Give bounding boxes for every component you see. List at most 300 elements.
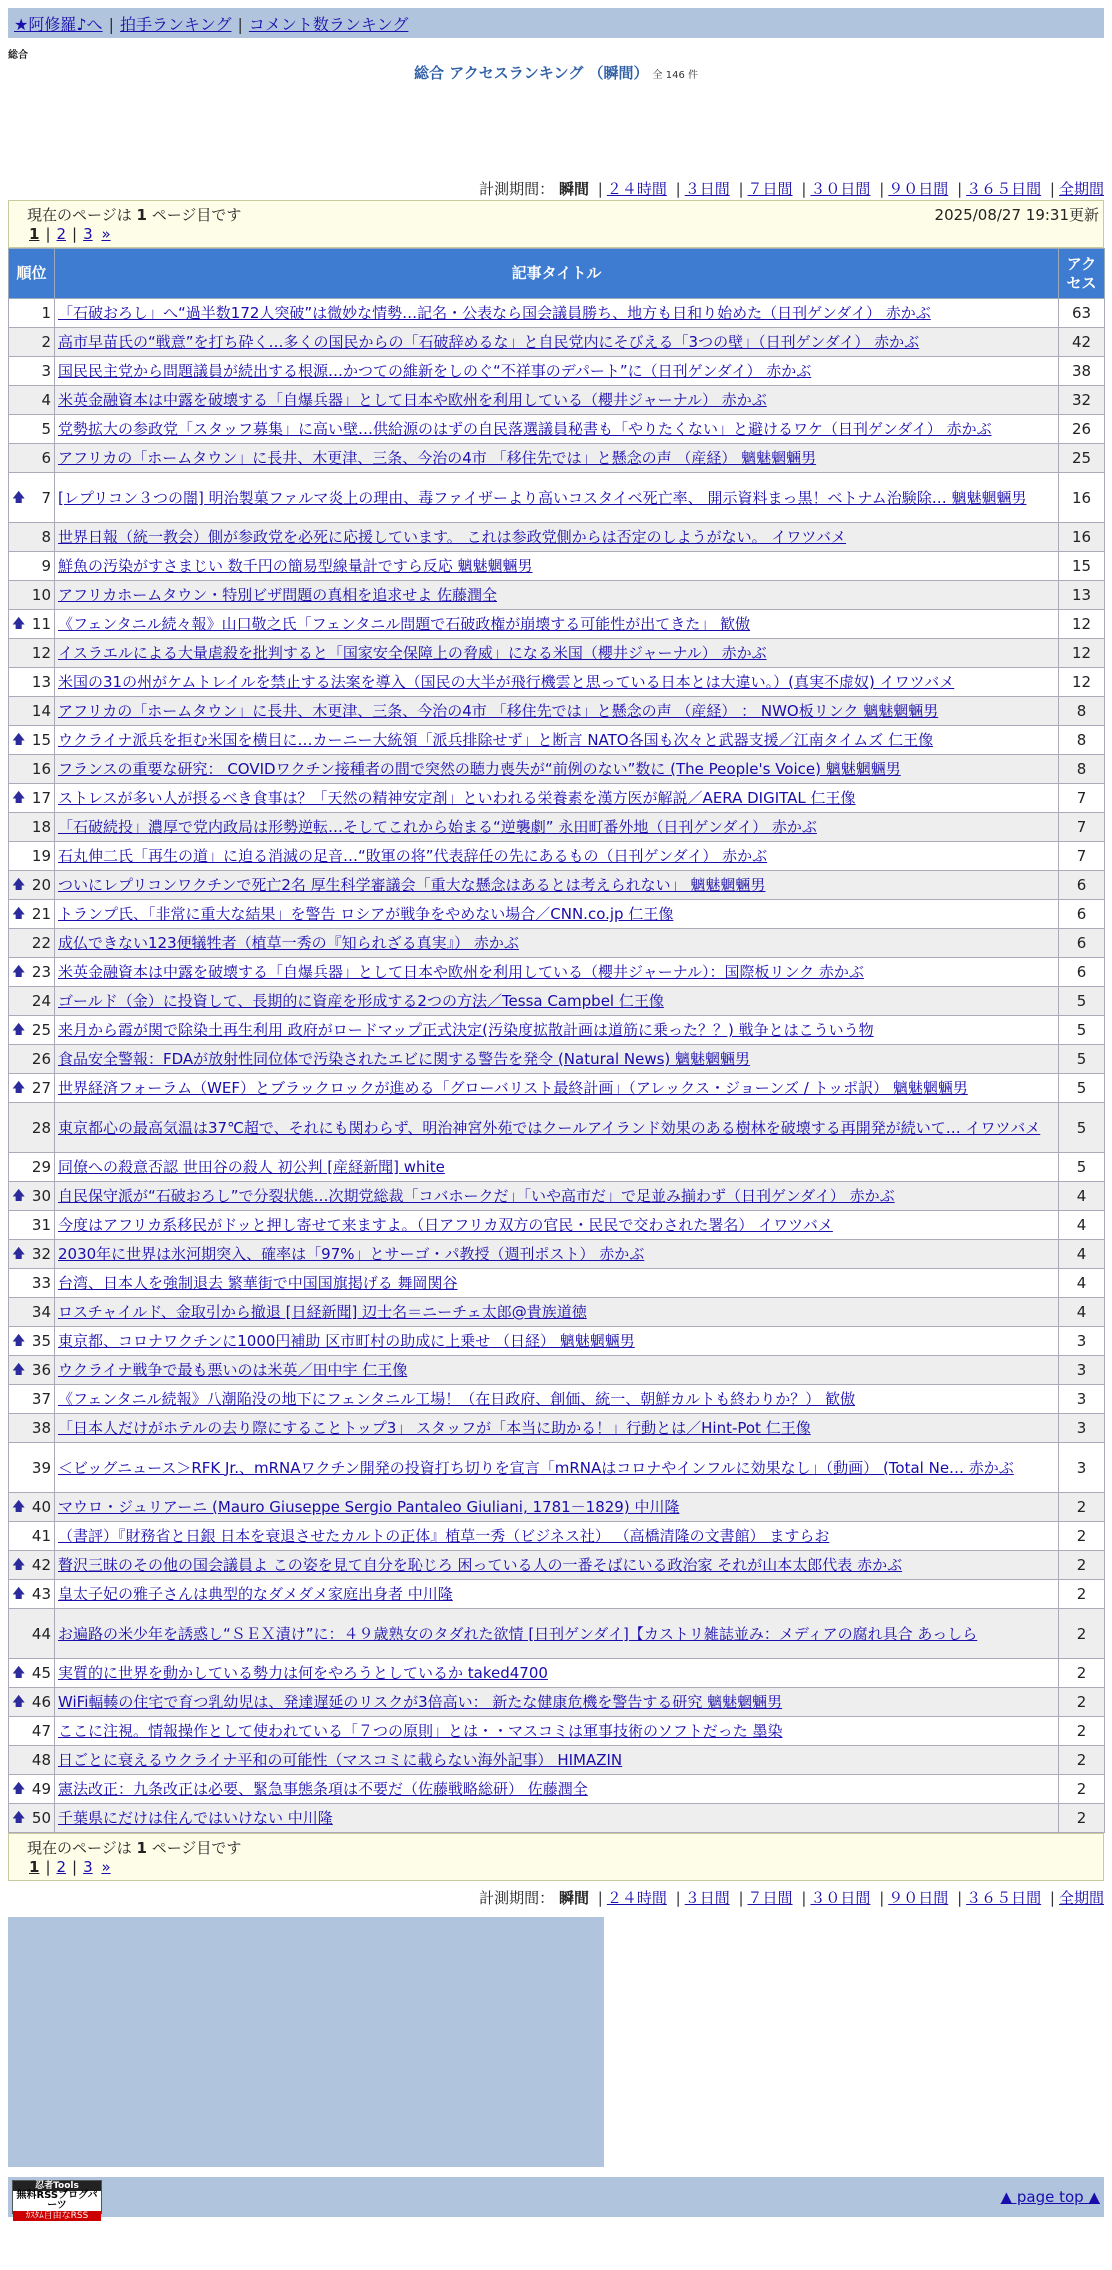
- article-link[interactable]: 鮮魚の汚染がすさまじい 数千円の簡易型線量計ですら反応 魑魅魍魎男: [58, 557, 533, 575]
- table-row: [9, 444, 1105, 473]
- rank-number: 7: [41, 488, 51, 507]
- access-count: 12: [1059, 610, 1105, 639]
- article-link[interactable]: ストレスが多い人が摂るべき食事は？「天然の精神安定剤」といわれる栄養素を漢方医が解説／AERA DIGITAL 仁王像: [58, 789, 856, 807]
- article-link[interactable]: アフリカの「ホームタウン」に長井、木更津、三条、今治の4市 「移住先では」と懸念の声 （産経） 魑魅魍魎男: [58, 449, 817, 467]
- rank-number: 4: [41, 391, 51, 409]
- table-row: [9, 639, 1105, 668]
- article-link[interactable]: 2030年に世界は氷河期突入、確率は「97%」とサーゴ・パ教授（週刊ポスト） 赤かぶ: [58, 1245, 645, 1263]
- rank-number: 30: [31, 1187, 51, 1205]
- rank-cell: [9, 1443, 55, 1493]
- title-cell: [55, 755, 1059, 784]
- access-count: 6: [1059, 871, 1105, 900]
- up-arrow-icon: 🡅: [12, 1781, 26, 1797]
- rank-cell: [9, 299, 55, 328]
- title-cell: [55, 415, 1059, 444]
- rank-cell: [9, 1551, 55, 1580]
- rank-number: 1: [41, 304, 51, 322]
- table-row: [9, 726, 1105, 755]
- article-link[interactable]: 「日本人だけがホテルの去り際にすることトップ3」 スタッフが「本当に助かる！」行動とは／Hint-Pot 仁王像: [58, 1419, 811, 1437]
- article-link[interactable]: ここに注視。情報操作として使われている「７つの原則」とは・・マスコミは軍事技術のソフトだった 墨染: [58, 1722, 783, 1740]
- article-link[interactable]: 国民民主党から問題議員が続出する根源…かつての維新をしのぐ“不祥事のデパート”に（日刊ゲンダイ） 赤かぶ: [58, 362, 812, 380]
- rank-cell: [9, 929, 55, 958]
- title-cell: [55, 842, 1059, 871]
- title-cell: [55, 1211, 1059, 1240]
- category-label: 総合: [8, 50, 28, 61]
- access-count: 6: [1059, 958, 1105, 987]
- access-count: 3: [1059, 1356, 1105, 1385]
- rank-number: 24: [31, 992, 51, 1010]
- article-link[interactable]: 世界日報（統一教会）側が参政党を必死に応援しています。 これは参政党側からは否定のしようがない。 イワツバメ: [58, 528, 847, 546]
- rank-cell: [9, 1240, 55, 1269]
- title-cell: [55, 610, 1059, 639]
- table-row: [9, 1153, 1105, 1182]
- rank-cell: [9, 842, 55, 871]
- rank-number: 48: [31, 1751, 51, 1769]
- title-cell: [55, 1356, 1059, 1385]
- pager-next[interactable]: »: [101, 225, 111, 243]
- table-row: [9, 1746, 1105, 1775]
- title-cell: [55, 386, 1059, 415]
- article-link[interactable]: ウクライナ戦争で最も悪いのは米英／田中宇 仁王像: [58, 1361, 408, 1379]
- up-arrow-icon: 🡅: [12, 1557, 26, 1573]
- article-link[interactable]: 実質的に世界を動かしている勢力は何をやろうとしているか taked4700: [58, 1664, 548, 1682]
- ranking-table: [8, 248, 1105, 1833]
- table-row: [9, 1688, 1105, 1717]
- period-link-3d-bottom[interactable]: ３日間: [684, 1889, 730, 1907]
- updated-timestamp: 2025/08/27 19:31更新: [934, 206, 1099, 224]
- rank-cell: [9, 813, 55, 842]
- title-cell: [55, 1443, 1059, 1493]
- table-row: [9, 755, 1105, 784]
- period-link-365d[interactable]: ３６５日間: [966, 180, 1042, 198]
- rank-number: 39: [31, 1458, 51, 1477]
- up-arrow-icon: 🡅: [12, 1810, 26, 1826]
- article-link[interactable]: WiFi輻輳の住宅で育つ乳幼児は、発達遅延のリスクが3倍高い： 新たな健康危機を警告する研究 魑魅魍魎男: [58, 1693, 783, 1711]
- rank-number: 27: [31, 1079, 51, 1097]
- table-row: [9, 987, 1105, 1016]
- rank-cell: [9, 1103, 55, 1153]
- title-cell: [55, 1182, 1059, 1211]
- period-link-365d-bottom[interactable]: ３６５日間: [966, 1889, 1042, 1907]
- rank-cell: [9, 987, 55, 1016]
- article-link[interactable]: [レプリコン３つの闇] 明治製菓ファルマ炎上の理由、毒ファイザーより高いコスタイベ死亡率、 開示資料まっ黒！ベトナム治験除… 魑魅魍魎男: [58, 488, 1027, 507]
- rank-cell: [9, 1688, 55, 1717]
- table-row: [9, 610, 1105, 639]
- rank-number: 2: [41, 333, 51, 351]
- article-link[interactable]: 日ごとに衰えるウクライナ平和の可能性（マスコミに載らない海外記事） HIMAZIN: [58, 1751, 623, 1769]
- access-count: 5: [1059, 1153, 1105, 1182]
- rank-cell: [9, 1414, 55, 1443]
- rank-cell: [9, 386, 55, 415]
- period-link-90d[interactable]: ９０日間: [888, 180, 949, 198]
- table-row: [9, 1074, 1105, 1103]
- pager-page-1-bottom[interactable]: 1: [29, 1858, 40, 1876]
- pager-page-2[interactable]: 2: [56, 225, 67, 243]
- rank-number: 6: [41, 449, 51, 467]
- title-cell: [55, 1717, 1059, 1746]
- title-cell: [55, 726, 1059, 755]
- rank-cell: [9, 958, 55, 987]
- article-link[interactable]: 同僚への殺意否認 世田谷の殺人 初公判 [産経新聞] white: [58, 1158, 445, 1176]
- up-arrow-icon: 🡅: [12, 1022, 26, 1038]
- up-arrow-icon: 🡅: [12, 1586, 26, 1602]
- rank-cell: [9, 415, 55, 444]
- rank-cell: [9, 523, 55, 552]
- table-row: [9, 1356, 1105, 1385]
- page-info-text: 現在のページは 1 ページ目です: [27, 206, 242, 224]
- column-header-title: 記事タイトル: [55, 249, 1059, 299]
- article-link[interactable]: 憲法改正：九条改正は必要、緊急事態条項は不要だ（佐藤戦略総研） 佐藤潤全: [58, 1780, 588, 1798]
- title-cell: [55, 1327, 1059, 1356]
- article-link[interactable]: 自民保守派が“石破おろし”で分裂状態…次期党総裁「コバホークだ」「いや高市だ」で足並み揃わず（日刊ゲンダイ） 赤かぶ: [58, 1187, 895, 1205]
- article-link[interactable]: ＜ビッグニュース＞RFK Jr.、mRNAワクチン開発の投資打ち切りを宣言「mRNAはコロナやインフルに効果なし」（動画） (Total Ne… 赤かぶ: [58, 1458, 1014, 1477]
- period-link-7d-bottom[interactable]: ７日間: [747, 1889, 793, 1907]
- access-count: 7: [1059, 784, 1105, 813]
- rank-cell: [9, 1356, 55, 1385]
- article-link[interactable]: イスラエルによる大量虐殺を批判すると「国家安全保障上の脅威」になる米国（櫻井ジャーナル） 赤かぶ: [58, 644, 767, 662]
- title-cell: [55, 929, 1059, 958]
- article-link[interactable]: 東京都心の最高気温は37℃超で、それにも関わらず、明治神宮外苑ではクールアイランド効果のある樹林を破壊する再開発が続いて… イワツバメ: [58, 1118, 1041, 1137]
- rank-cell: [9, 1385, 55, 1414]
- rank-cell: [9, 1153, 55, 1182]
- ad-banner: [8, 1917, 604, 2167]
- rank-number: 44: [31, 1624, 51, 1643]
- article-link[interactable]: マウロ・ジュリアーニ (Mauro Giuseppe Sergio Pantaleo Giuliani, 1781－1829) 中川隆: [58, 1498, 680, 1516]
- nav-link-applause-ranking[interactable]: 拍手ランキング: [119, 15, 232, 34]
- rank-cell: [9, 755, 55, 784]
- table-row: [9, 581, 1105, 610]
- access-count: 16: [1059, 473, 1105, 523]
- rank-number: 46: [31, 1693, 51, 1711]
- access-count: 15: [1059, 552, 1105, 581]
- table-row: [9, 1580, 1105, 1609]
- up-arrow-icon: 🡅: [12, 877, 26, 893]
- rank-cell: [9, 1609, 55, 1659]
- title-cell: [55, 813, 1059, 842]
- table-row: [9, 357, 1105, 386]
- title-cell: [55, 1551, 1059, 1580]
- up-arrow-icon: 🡅: [12, 490, 26, 505]
- period-link-24h-bottom[interactable]: ２４時間: [606, 1889, 667, 1907]
- article-link[interactable]: ゴールド（金）に投資して、長期的に資産を形成する2つの方法／Tessa Campbel 仁王像: [58, 992, 664, 1010]
- rank-number: 26: [31, 1050, 51, 1068]
- rank-cell: [9, 1493, 55, 1522]
- rank-number: 19: [31, 847, 51, 865]
- rank-cell: [9, 1717, 55, 1746]
- access-count: 12: [1059, 668, 1105, 697]
- access-count: 2: [1059, 1580, 1105, 1609]
- rank-number: 10: [31, 586, 51, 604]
- page-info-bottom: [8, 1833, 1104, 1881]
- access-count: 13: [1059, 581, 1105, 610]
- table-row: [9, 1327, 1105, 1356]
- page-info-top: [8, 200, 1104, 248]
- rank-cell: [9, 1746, 55, 1775]
- access-count: 7: [1059, 842, 1105, 871]
- article-link[interactable]: 東京都、コロナワクチンに1000円補助 区市町村の助成に上乗せ （日経） 魑魅魍魎男: [58, 1332, 635, 1350]
- access-count: 7: [1059, 813, 1105, 842]
- access-count: 5: [1059, 1045, 1105, 1074]
- up-arrow-icon: 🡅: [12, 1362, 26, 1378]
- article-link[interactable]: ついにレプリコンワクチンで死亡2名 厚生科学審議会「重大な懸念はあるとは考えられない」 魑魅魍魎男: [58, 876, 766, 894]
- rank-number: 3: [41, 362, 51, 380]
- table-row: [9, 415, 1105, 444]
- up-arrow-icon: 🡅: [12, 1080, 26, 1096]
- access-count: 5: [1059, 987, 1105, 1016]
- rank-number: 32: [31, 1245, 51, 1263]
- rank-cell: [9, 328, 55, 357]
- access-count: 2: [1059, 1551, 1105, 1580]
- article-link[interactable]: 来月から霞が関で除染土再生利用 政府がロードマップ正式決定(汚染度拡散計画は道筋に乗った？？) 戦争とはこういう物: [58, 1021, 874, 1039]
- article-link[interactable]: ロスチャイルド、金取引から撤退 [日経新聞] 辺士名＝ニーチェ太郎@貴族道徳: [58, 1303, 587, 1321]
- article-link[interactable]: ウクライナ派兵を拒む米国を横目に…カーニー大統領「派兵排除せず」と断言 NATO各国も次々と武器支援／江南タイムズ 仁王像: [58, 731, 934, 749]
- period-link-7d[interactable]: ７日間: [747, 180, 793, 198]
- rank-cell: [9, 581, 55, 610]
- title-cell: [55, 784, 1059, 813]
- period-link-all[interactable]: 全期間: [1058, 180, 1104, 198]
- article-link[interactable]: 皇太子妃の雅子さんは典型的なダメダメ家庭出身者 中川隆: [58, 1585, 453, 1603]
- rank-number: 12: [31, 644, 51, 662]
- rank-number: 16: [31, 760, 51, 778]
- access-count: 2: [1059, 1717, 1105, 1746]
- table-row: [9, 1414, 1105, 1443]
- title-cell: [55, 1298, 1059, 1327]
- rank-number: 34: [31, 1303, 51, 1321]
- article-link[interactable]: 台湾、日本人を強制退去 繁華街で中国国旗掲げる 舞岡関谷: [58, 1274, 458, 1292]
- article-link[interactable]: 米英金融資本は中露を破壊する「自爆兵器」として日本や欧州を利用している（櫻井ジャーナル）：国際板リンク 赤かぶ: [58, 963, 864, 981]
- period-link-30d[interactable]: ３０日間: [810, 180, 871, 198]
- rank-number: 37: [31, 1390, 51, 1408]
- rank-cell: [9, 1269, 55, 1298]
- article-link[interactable]: お遍路の米少年を誘惑し“ＳＥＸ漬け”に：４９歳熟女のタダれた欲情 [日刊ゲンダイ]【カストリ雑誌並み：メディアの腐れ具合 あっしら: [58, 1624, 978, 1643]
- rank-number: 9: [41, 557, 51, 575]
- access-count: 6: [1059, 900, 1105, 929]
- title-cell: [55, 1269, 1059, 1298]
- table-header-row: [9, 249, 1105, 299]
- up-arrow-icon: 🡅: [12, 964, 26, 980]
- page-wrapper: [8, 8, 1104, 2221]
- rank-cell: [9, 1182, 55, 1211]
- title-cell: [55, 871, 1059, 900]
- rank-number: 15: [31, 731, 51, 749]
- title-cell: [55, 1153, 1059, 1182]
- rank-number: 43: [31, 1585, 51, 1603]
- title-cell: [55, 1609, 1059, 1659]
- table-row: [9, 784, 1105, 813]
- rss-parts-logo[interactable]: 忍者Tools 無料RSSブログパーツ ｶｽﾀﾑ自由なRSS: [12, 2180, 102, 2214]
- rank-cell: [9, 1804, 55, 1833]
- article-link[interactable]: 贅沢三昧のその他の国会議員よ この姿を見て自分を恥じろ 困っている人の一番そばにいる政治家 それが山本太郎代表 赤かぶ: [58, 1556, 903, 1574]
- rank-cell: [9, 900, 55, 929]
- rank-number: 8: [41, 528, 51, 546]
- article-link[interactable]: 食品安全警報：FDAが放射性同位体で汚染されたエビに関する警告を発令 (Natural News) 魑魅魍魎男: [58, 1050, 751, 1068]
- title-cell: [55, 1074, 1059, 1103]
- table-row: [9, 1493, 1105, 1522]
- article-link[interactable]: 世界経済フォーラム（WEF）とブラックロックが進める「グローバリスト最終計画」（アレックス・ジョーンズ / トッポ訳） 魑魅魍魎男: [58, 1079, 968, 1097]
- rank-number: 42: [31, 1556, 51, 1574]
- pager-page-3-bottom[interactable]: 3: [83, 1858, 93, 1876]
- article-link[interactable]: アフリカホームタウン・特別ビザ問題の真相を追求せよ 佐藤潤全: [58, 586, 498, 604]
- period-link-3d[interactable]: ３日間: [684, 180, 730, 198]
- rank-number: 45: [31, 1664, 51, 1682]
- article-link[interactable]: 「石破続投」濃厚で党内政局は形勢逆転…そしてこれから始まる“逆襲劇” 永田町番外地（日刊ゲンダイ） 赤かぶ: [58, 818, 817, 836]
- table-row: [9, 668, 1105, 697]
- rank-cell: [9, 726, 55, 755]
- article-link[interactable]: 石丸伸二氏「再生の道」に迫る消滅の足音…“敗軍の将”代表辞任の先にあるもの（日刊ゲンダイ） 赤かぶ: [58, 847, 768, 865]
- title-cell: [55, 1385, 1059, 1414]
- period-link-30d-bottom[interactable]: ３０日間: [810, 1889, 871, 1907]
- table-row: [9, 1443, 1105, 1493]
- up-arrow-icon: 🡅: [12, 1694, 26, 1710]
- rank-cell: [9, 1074, 55, 1103]
- pager-page-2-bottom[interactable]: 2: [56, 1858, 67, 1876]
- title-cell: [55, 1240, 1059, 1269]
- access-count: 32: [1059, 386, 1105, 415]
- rank-number: 18: [31, 818, 51, 836]
- access-count: 63: [1059, 299, 1105, 328]
- title-cell: [55, 299, 1059, 328]
- title-cell: [55, 357, 1059, 386]
- table-row: [9, 1385, 1105, 1414]
- title-cell: [55, 1775, 1059, 1804]
- access-count: 2: [1059, 1659, 1105, 1688]
- access-count: 4: [1059, 1240, 1105, 1269]
- title-cell: [55, 581, 1059, 610]
- rank-cell: [9, 1016, 55, 1045]
- article-link[interactable]: トランプ氏、「非常に重大な結果」を警告 ロシアが戦争をやめない場合／CNN.co.jp 仁王像: [58, 905, 674, 923]
- access-count: 3: [1059, 1414, 1105, 1443]
- rank-cell: [9, 552, 55, 581]
- article-link[interactable]: 米国の31の州がケムトレイルを禁止する法案を導入（国民の大半が飛行機雲と思っている日本とは大違い。）(真実不虚奴) イワツバメ: [58, 673, 955, 691]
- rank-cell: [9, 1659, 55, 1688]
- rank-number: 21: [31, 905, 51, 923]
- title-cell: [55, 1659, 1059, 1688]
- ad-space: [8, 82, 1104, 178]
- article-link[interactable]: 成仏できない123便犠牲者（植草一秀の『知られざる真実』） 赤かぶ: [58, 934, 519, 952]
- article-link[interactable]: アフリカの「ホームタウン」に長井、木更津、三条、今治の4市 「移住先では」と懸念の声 （産経） ： NWO板リンク 魑魅魍魎男: [58, 702, 939, 720]
- rank-number: 31: [31, 1216, 51, 1234]
- access-count: 38: [1059, 357, 1105, 386]
- page-title: [8, 62, 1104, 82]
- access-count: 16: [1059, 523, 1105, 552]
- article-link[interactable]: 党勢拡大の参政党「スタッフ募集」に高い壁…供給源のはずの自民落選議員秘書も「やりたくない」と避けるワケ（日刊ゲンダイ） 赤かぶ: [58, 420, 992, 438]
- pager-page-1[interactable]: 1: [29, 225, 40, 243]
- title-cell: [55, 444, 1059, 473]
- rank-number: 28: [31, 1118, 51, 1137]
- article-link[interactable]: 千葉県にだけは住んではいけない 中川隆: [58, 1809, 333, 1827]
- page-title-text: 総合 アクセスランキング （瞬間）: [414, 64, 649, 82]
- period-selector-top: 計測期間： 瞬間 | ２４時間 | ３日間 | ７日間 | ３０日間 | ９０日間 | ３６５日間 | 全期間: [479, 180, 1104, 198]
- access-count: 8: [1059, 755, 1105, 784]
- article-link[interactable]: フランスの重要な研究： COVIDワクチン接種者の間で突然の聴力喪失が“前例のない”数に (The People's Voice) 魑魅魍魎男: [58, 760, 901, 778]
- rank-cell: [9, 784, 55, 813]
- period-link-all-bottom[interactable]: 全期間: [1058, 1889, 1104, 1907]
- table-row: [9, 386, 1105, 415]
- table-row: [9, 1240, 1105, 1269]
- table-row: [9, 1551, 1105, 1580]
- table-row: [9, 842, 1105, 871]
- pager-bottom: 1 | 2 | 3 »: [29, 1858, 111, 1876]
- table-row: [9, 871, 1105, 900]
- table-row: [9, 328, 1105, 357]
- rank-number: 17: [31, 789, 51, 807]
- title-cell: [55, 1746, 1059, 1775]
- rank-number: 5: [41, 420, 51, 438]
- access-count: 2: [1059, 1609, 1105, 1659]
- up-arrow-icon: 🡅: [12, 1665, 26, 1681]
- article-link[interactable]: 今度はアフリカ系移民がドッと押し寄せて来ますよ。（日アフリカ双方の官民・民民で交わされた署名） イワツバメ: [58, 1216, 833, 1234]
- article-link[interactable]: 「石破おろし」へ“過半数172人突破”は微妙な情勢…記名・公表なら国会議員勝ち、地方も日和り始めた（日刊ゲンダイ） 赤かぶ: [58, 304, 931, 322]
- table-row: [9, 1609, 1105, 1659]
- article-link[interactable]: 高市早苗氏の“戦意”を打ち砕く…多くの国民からの「石破辞めるな」と自民党内にそびえる「3つの壁」（日刊ゲンダイ） 赤かぶ: [58, 333, 920, 351]
- rank-number: 14: [31, 702, 51, 720]
- rank-cell: [9, 357, 55, 386]
- rank-number: 23: [31, 963, 51, 981]
- title-cell: [55, 1016, 1059, 1045]
- access-count: 42: [1059, 328, 1105, 357]
- rank-number: 36: [31, 1361, 51, 1379]
- up-arrow-icon: 🡅: [12, 790, 26, 806]
- access-count: 4: [1059, 1298, 1105, 1327]
- rank-cell: [9, 610, 55, 639]
- rank-cell: [9, 1775, 55, 1804]
- table-row: [9, 1298, 1105, 1327]
- access-count: 2: [1059, 1775, 1105, 1804]
- title-cell: [55, 1493, 1059, 1522]
- article-link[interactable]: 米英金融資本は中露を破壊する「自爆兵器」として日本や欧州を利用している（櫻井ジャーナル） 赤かぶ: [58, 391, 767, 409]
- article-link[interactable]: 《フェンタニル続々報》山口敬之氏「フェンタニル問題で石破政権が崩壊する可能性が出てきた」 歓傲: [58, 615, 751, 633]
- title-cell: [55, 523, 1059, 552]
- nav-link-home[interactable]: ★阿修羅♪へ: [14, 15, 103, 34]
- access-count: 8: [1059, 697, 1105, 726]
- article-link[interactable]: （書評）『財務省と日銀 日本を衰退させたカルトの正体』植草一秀（ビジネス社） （高橋清隆の文書館） ますらお: [58, 1527, 830, 1545]
- nav-link-comment-ranking[interactable]: コメント数ランキング: [248, 15, 409, 34]
- table-row: [9, 1269, 1105, 1298]
- table-row: [9, 299, 1105, 328]
- period-link-24h[interactable]: ２４時間: [606, 180, 667, 198]
- access-count: 3: [1059, 1443, 1105, 1493]
- rank-cell: [9, 1522, 55, 1551]
- page-top-link[interactable]: ▲ page top ▲: [1000, 2188, 1100, 2206]
- access-count: 2: [1059, 1688, 1105, 1717]
- table-row: [9, 929, 1105, 958]
- title-cell: [55, 987, 1059, 1016]
- access-count: 2: [1059, 1493, 1105, 1522]
- pager-page-3[interactable]: 3: [83, 225, 93, 243]
- access-count: 12: [1059, 639, 1105, 668]
- title-cell: [55, 1580, 1059, 1609]
- rank-cell: [9, 668, 55, 697]
- rank-number: 20: [31, 876, 51, 894]
- rank-number: 49: [31, 1780, 51, 1798]
- table-row: [9, 1522, 1105, 1551]
- table-row: [9, 900, 1105, 929]
- access-count: 2: [1059, 1804, 1105, 1833]
- rank-number: 29: [31, 1158, 51, 1176]
- table-row: [9, 1103, 1105, 1153]
- pager-top: 1 | 2 | 3 »: [29, 225, 111, 243]
- rank-number: 38: [31, 1419, 51, 1437]
- rank-number: 22: [31, 934, 51, 952]
- access-count: 3: [1059, 1385, 1105, 1414]
- article-link[interactable]: 《フェンタニル続報》八潮陥没の地下にフェンタニル工場！（在日政府、創価、統一、朝鮮カルトも終わりか？） 歓傲: [58, 1390, 856, 1408]
- period-link-90d-bottom[interactable]: ９０日間: [888, 1889, 949, 1907]
- table-row: [9, 1717, 1105, 1746]
- title-cell: [55, 668, 1059, 697]
- pager-next-bottom[interactable]: »: [101, 1858, 111, 1876]
- title-cell: [55, 1688, 1059, 1717]
- rank-cell: [9, 444, 55, 473]
